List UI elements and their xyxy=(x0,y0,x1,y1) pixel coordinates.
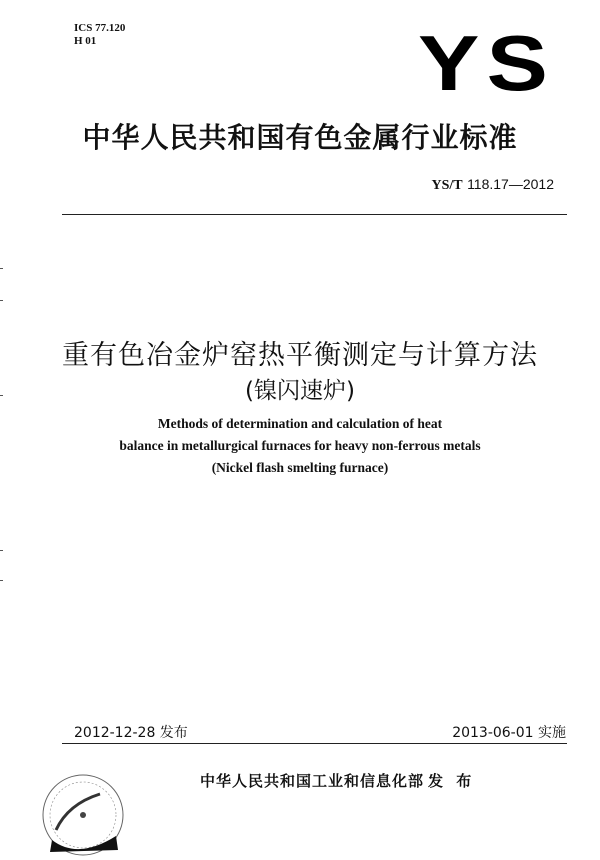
classification-codes xyxy=(74,22,125,48)
footer-divider xyxy=(62,743,567,744)
document-title-en xyxy=(0,413,600,479)
margin-tick xyxy=(0,395,3,396)
margin-tick xyxy=(0,300,3,301)
issue-date: 2012-12-28 发布 xyxy=(74,725,188,741)
standard-code xyxy=(431,176,554,194)
standard-code-prefix: YS/T xyxy=(431,178,463,193)
seal-stamp-icon xyxy=(38,770,128,860)
ys-logo: YS xyxy=(418,19,555,107)
title-en-line: balance in metallurgical furnaces for heavy non-ferrous metals xyxy=(119,438,481,453)
standard-organization-title: 中华人民共和国有色金属行业标准 xyxy=(82,121,518,154)
title-en-line: Methods of determination and calculation of heat xyxy=(157,416,443,431)
effective-date: 2013-06-01 实施 xyxy=(452,725,566,741)
margin-tick xyxy=(0,268,3,269)
ics-code: ICS 77.120 xyxy=(74,22,126,34)
title-en-line: (Nickel flash smelting furnace) xyxy=(211,460,389,475)
issue-label: 发 布 xyxy=(428,772,476,790)
document-title-zh: 重有色冶金炉窑热平衡测定与计算方法 xyxy=(62,340,538,371)
document-subtitle-zh: (镍闪速炉) xyxy=(245,378,355,404)
margin-tick xyxy=(0,550,3,551)
issuing-authority: 中华人民共和国工业和信息化部 xyxy=(200,772,425,790)
margin-tick xyxy=(0,580,3,581)
header-divider xyxy=(62,214,567,215)
ccs-code: H 01 xyxy=(74,35,97,47)
standard-code-number: 118.17—2012 xyxy=(467,176,554,192)
